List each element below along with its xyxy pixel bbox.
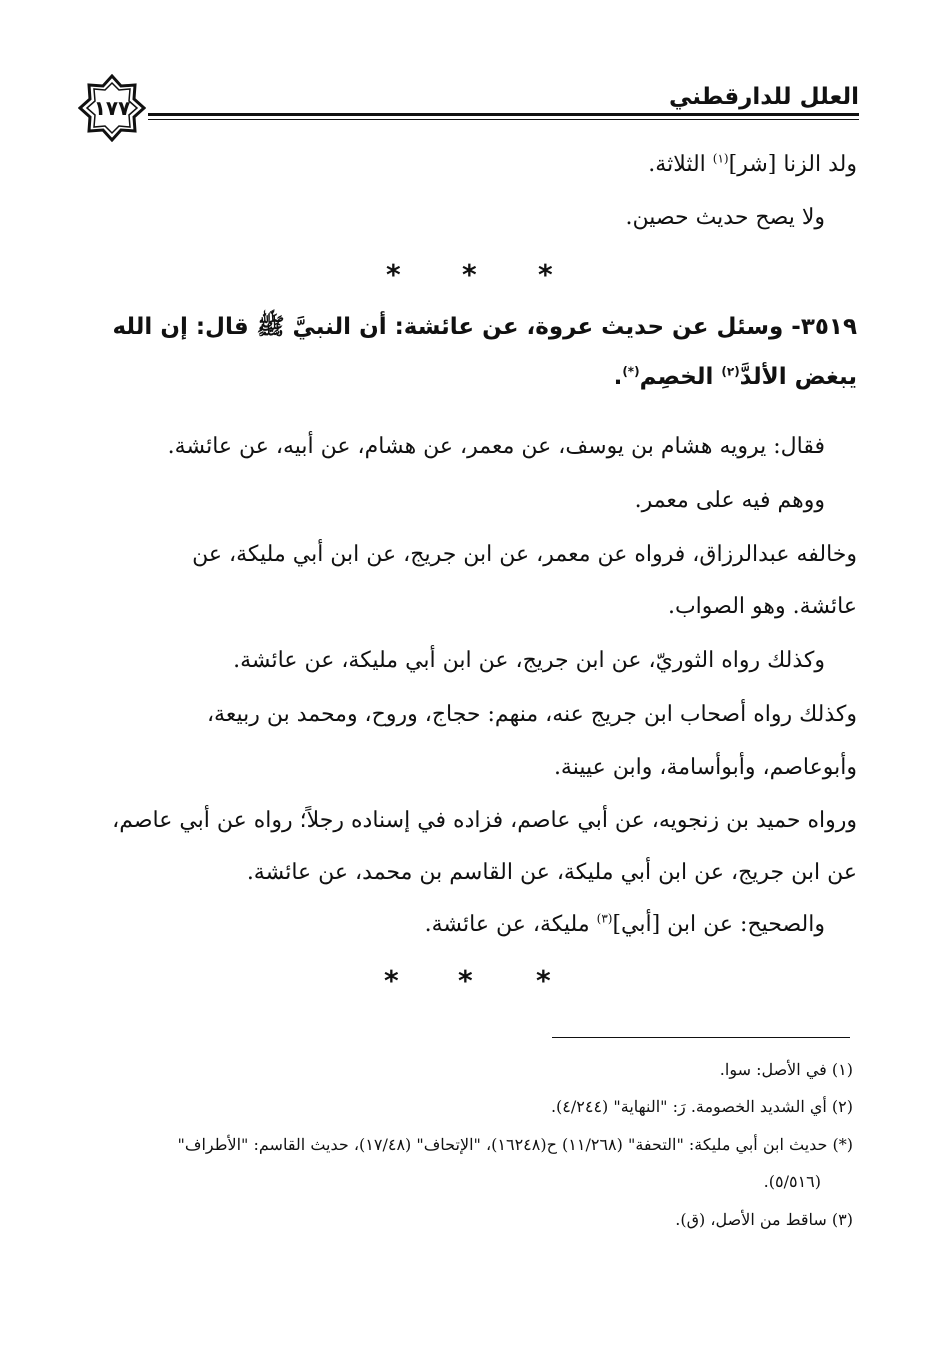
- footnote-3: (٣) ساقط من الأصل، (ق).: [675, 1210, 853, 1229]
- paragraph-5-line-2: وأبوعاصم، وأبوأسامة، وابن عيينة.: [553, 755, 857, 780]
- separator-star: *: [384, 964, 399, 997]
- footnote-star-line-1: (*) حديث ابن أبي مليكة: "التحفة" (١١/٢٦٨) ح(١٦٢٤٨)، "الإتحاف" (١٧/٤٨)، حديث القاسم: "الأطراف": [177, 1135, 853, 1154]
- section-separator-1: [0, 258, 933, 294]
- footnote-ref-star: (*): [622, 364, 640, 379]
- paragraph-7: [425, 912, 825, 937]
- header-rule-thin: [148, 119, 859, 120]
- paragraph-6-line-1: ورواه حميد بن زنجويه، عن أبي عاصم، فزاده في إسناده رجلاً؛ رواه عن أبي عاصم،: [112, 808, 857, 833]
- page-number: ١٧٧: [93, 96, 131, 120]
- footnote-2: (٢) أي الشديد الخصومة. رَ: "النهاية" (٤/٢٤٤).: [550, 1097, 853, 1116]
- footnote-ref-2: (٢): [721, 364, 740, 379]
- footnote-1: (١) في الأصل: سوا.: [719, 1060, 853, 1079]
- footnote-ref-3: (٣): [596, 911, 613, 926]
- paragraph-2: ووهم فيه على معمر.: [634, 488, 825, 513]
- paragraph-5-line-1: وكذلك رواه أصحاب ابن جريج عنه، منهم: حجاج، وروح، ومحمد بن ربيعة،: [206, 702, 857, 727]
- section-separator-2: [0, 964, 933, 1000]
- para7-text-end: مليكة، عن عائشة.: [424, 912, 597, 937]
- header-rule-thick: [148, 113, 859, 116]
- paragraph-3-line-2: عائشة. وهو الصواب.: [667, 594, 857, 619]
- paragraph-4: وكذلك رواه الثوريّ، عن ابن جريج، عن ابن أبي مليكة، عن عائشة.: [233, 648, 825, 673]
- body-line-1: [648, 152, 857, 177]
- hadith-heading-line-1: ٣٥١٩- وسئل عن حديث عروة، عن عائشة: أن النبيَّ ﷺ قال: إن الله: [112, 314, 857, 340]
- separator-star: *: [386, 258, 401, 291]
- paragraph-1: فقال: يرويه هشام بن يوسف، عن معمر، عن هشام، عن أبيه، عن عائشة.: [167, 434, 825, 459]
- footnote-divider: [552, 1037, 850, 1038]
- hadith-text-mid: الخصِم: [639, 364, 722, 390]
- footnote-ref-1: (١): [712, 151, 729, 166]
- paragraph-6-line-2: عن ابن جريج، عن ابن أبي مليكة، عن القاسم بن محمد، عن عائشة.: [246, 860, 857, 885]
- hadith-text-end: .: [613, 364, 623, 390]
- para7-text: والصحيح: عن ابن [أبي]: [612, 912, 825, 937]
- separator-star: *: [538, 258, 553, 291]
- line1-text: ولد الزنا [شر]: [728, 152, 857, 177]
- hadith-heading-line-2: [614, 364, 857, 390]
- body-line-2: ولا يصح حديث حصين.: [625, 205, 825, 230]
- separator-star: *: [462, 258, 477, 291]
- separator-star: *: [458, 964, 473, 997]
- footnote-star-line-2: (٥/٥١٦).: [763, 1172, 821, 1191]
- line1-text-end: الثلاثة.: [648, 152, 713, 177]
- running-header-title: العلل للدارقطني: [669, 84, 859, 110]
- paragraph-3-line-1: وخالفه عبدالرزاق، فرواه عن معمر، عن ابن جريج، عن ابن أبي مليكة، عن: [192, 542, 857, 567]
- hadith-text: يبغض الألدَّ: [739, 364, 857, 390]
- separator-star: *: [536, 964, 551, 997]
